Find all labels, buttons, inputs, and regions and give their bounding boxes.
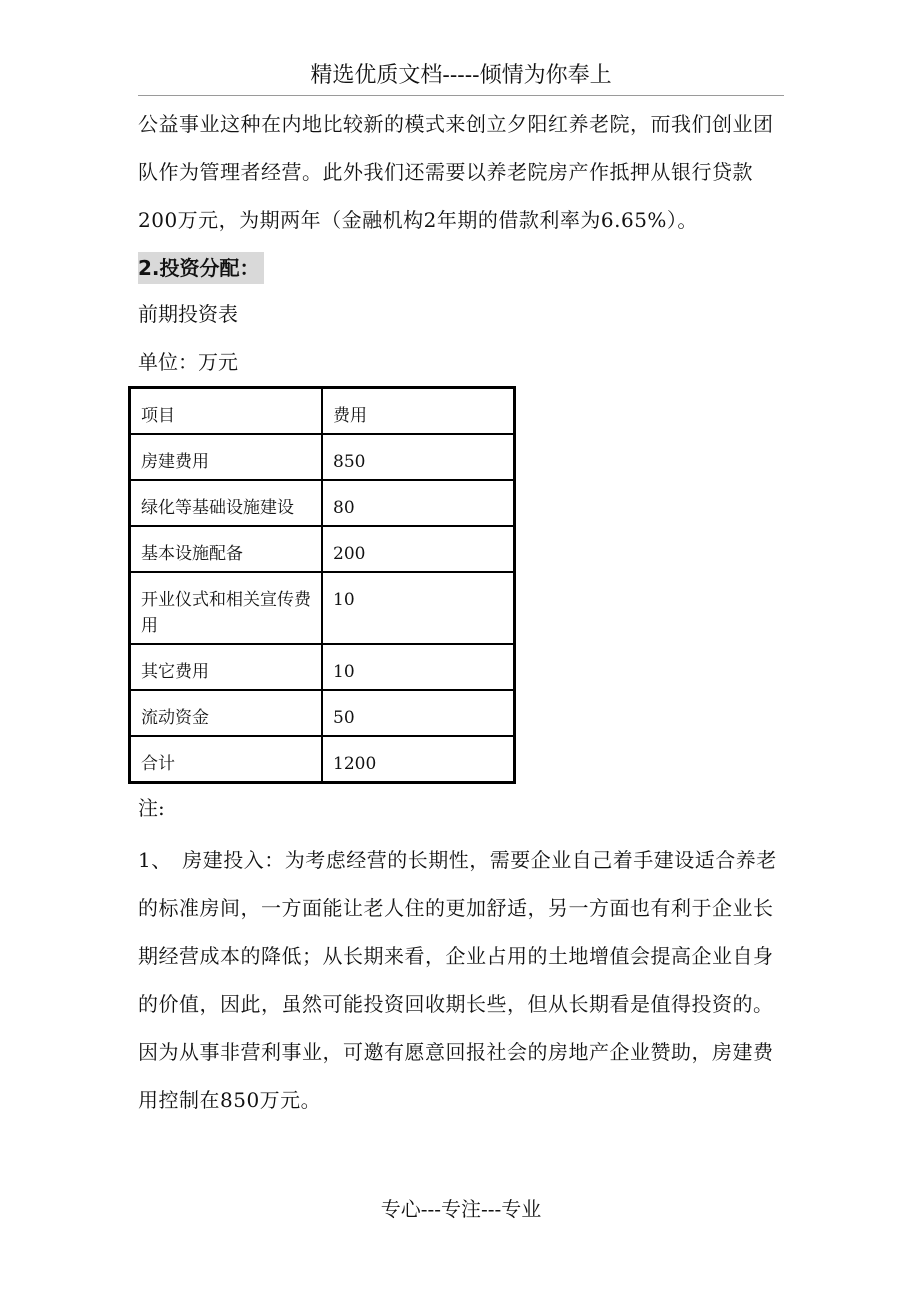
page-header-title: 精选优质文档-----倾情为你奉上	[310, 63, 612, 88]
cost-cell: 50	[322, 690, 515, 736]
item-cell: 流动资金	[130, 690, 323, 736]
item-cell: 开业仪式和相关宣传费用	[130, 572, 323, 644]
table-row	[130, 572, 515, 644]
item-cell: 基本设施配备	[130, 526, 323, 572]
cost-cell: 10	[322, 572, 515, 644]
investment-table	[128, 386, 516, 784]
table-title: 前期投资表	[138, 302, 238, 326]
header-cost-cell: 费用	[322, 388, 515, 435]
item-cell: 合计	[130, 736, 323, 783]
note-item-1: 1、 房建投入：为考虑经营的长期性，需要企业自己着手建设适合养老的标准房间，一方面能让老人住的更加舒适，另一方面也有利于企业长期经营成本的降低；从长期来看，企业占用的土地增值会提高企业自身的价值，因此，虽然可能投资回收期长些，但从长期看是值得投资的。因为从事非营利事业，可邀有愿意回报社会的房地产企业赞助，房建费用控制在850万元。	[138, 848, 777, 1112]
page-footer: 专心---专注---专业	[380, 1197, 542, 1221]
intro-paragraph: 公益事业这种在内地比较新的模式来创立夕阳红养老院，而我们创业团队作为管理者经营。此外我们还需要以养老院房产作抵押从银行贷款200万元，为期两年（金融机构2年期的借款利率为6.65%）。	[138, 112, 774, 232]
header-divider	[138, 95, 784, 96]
table-row	[130, 526, 515, 572]
item-cell: 房建费用	[130, 434, 323, 480]
table-row	[130, 480, 515, 526]
table-total-row	[130, 736, 515, 783]
table-row	[130, 644, 515, 690]
section-heading: 2.投资分配：	[138, 252, 264, 284]
cost-cell: 10	[322, 644, 515, 690]
cost-cell: 1200	[322, 736, 515, 783]
table-row	[130, 434, 515, 480]
item-cell: 绿化等基础设施建设	[130, 480, 323, 526]
cost-cell: 80	[322, 480, 515, 526]
table-header-row	[130, 388, 515, 435]
table-row	[130, 690, 515, 736]
cost-cell: 200	[322, 526, 515, 572]
table-unit: 单位：万元	[138, 350, 238, 374]
item-cell: 其它费用	[130, 644, 323, 690]
header-item-cell: 项目	[130, 388, 323, 435]
notes-label: 注:	[138, 796, 165, 820]
cost-cell: 850	[322, 434, 515, 480]
